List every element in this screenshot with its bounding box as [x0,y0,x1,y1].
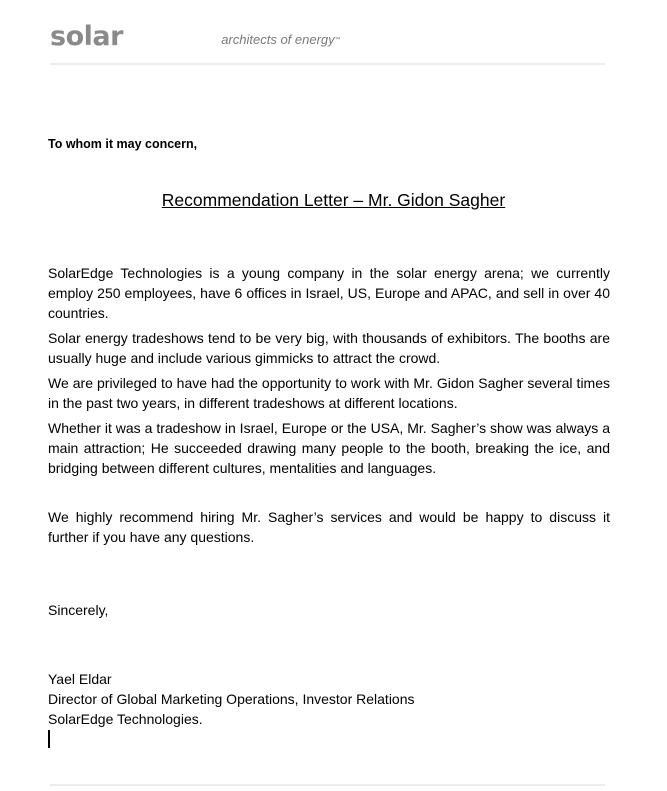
logo-edge-badge [124,22,213,52]
footer-divider [50,784,605,786]
paragraph: We are privileged to have had the opportunity to work with Mr. Gidon Sagher several times in the past two years, in different tradeshows at different locations. [48,375,610,411]
closing: Sincerely, [48,602,109,618]
logo-tagline [221,28,340,52]
tagline-text: architects of energy [221,32,335,47]
paragraph: Whether it was a tradeshow in Israel, Europe or the USA, Mr. Sagher’s show was always a main attraction; He succeeded drawing many people to the booth, breaking the ice, and bridging between different cultures, mentalities and languages. [48,420,610,476]
paragraph: SolarEdge Technologies is a young company in the solar energy arena; we currently employ 250 employees, have 6 offices in Israel, US, Europe and APAC, and sell in over 40 countries. [48,265,610,321]
trademark-symbol: ™ [334,37,341,43]
company-logo [50,22,341,52]
text-cursor[interactable] [48,730,50,748]
signature-title: Director of Global Marketing Operations, Investor Relations [48,691,415,707]
logo-solar-text: solar [50,21,123,52]
signature-company: SolarEdge Technologies. [48,711,203,727]
logo-edge-text: edge [129,21,206,52]
signature-name: Yael Eldar [48,671,112,687]
letter-title: Recommendation Letter – Mr. Gidon Sagher [161,190,506,210]
paragraph: Solar energy tradeshows tend to be very big, with thousands of exhibitors. The booths are usually huge and include various gimmicks to attract the crowd. [48,330,610,366]
header-divider [50,63,605,65]
greeting: To whom it may concern, [48,137,198,151]
paragraph: We highly recommend hiring Mr. Sagher’s services and would be happy to discuss it further if you have any questions. [48,509,610,545]
